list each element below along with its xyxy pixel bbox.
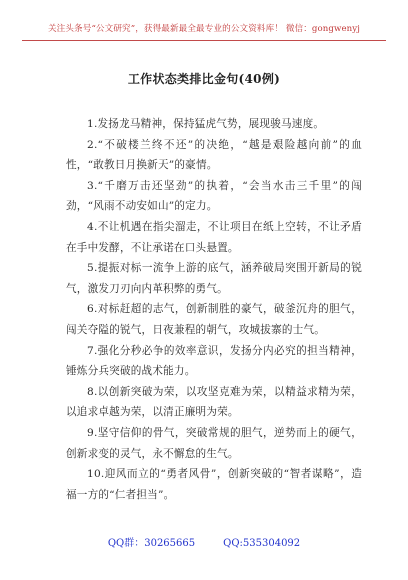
document-body — [66, 114, 362, 505]
paragraph-6: 6.对标赶超的志气，创新制胜的豪气，破釜沉舟的胆气，闯关夺隘的锐气，日夜兼程的朝气，攻城拔寨的士气。 — [66, 303, 362, 336]
paragraph-4: 4.不让机遇在指尖溜走，不让项目在纸上空转，不让矛盾在手中发酵，不让承诺在口头悬置。 — [66, 220, 362, 254]
footer-qq-group: QQ群：30265665 — [107, 538, 196, 549]
footer-contact — [0, 534, 408, 549]
paragraph-10: 10.迎风而立的“勇者风骨”，创新突破的“智者谋略”，造福一方的“仁者担当”。 — [66, 468, 362, 501]
footer-qq: QQ:535304092 — [223, 538, 301, 549]
paragraph-5: 5.提振对标一流争上游的底气，涵养破局突围开新局的锐气，激发刀刃向内革积弊的勇气。 — [66, 262, 362, 295]
paragraph-3: 3.“千磨万击还坚劲”的执着，“会当水击三千里”的闯劲，“风雨不动安如山”的定力。 — [66, 179, 362, 213]
header-banner: 关注头条号“公文研究”，获得最新最全最专业的公文资料库！ 微信：gongwenyj — [47, 24, 361, 34]
paragraph-7: 7.强化分秒必争的效率意识，发扬分内必究的担当精神，锤炼分兵突破的战术能力。 — [66, 344, 362, 378]
paragraph-8: 8.以创新突破为荣，以攻坚克难为荣，以精益求精为荣，以追求卓越为荣，以清正廉明为荣。 — [66, 385, 362, 419]
paragraph-2: 2.“不破楼兰终不还”的决绝，“越是艰险越向前”的血性，“敢教日月换新天”的豪情。 — [66, 138, 362, 172]
document-title: 工作状态类排比金句(40例) — [127, 72, 281, 86]
paragraph-9: 9.坚守信仰的骨气，突破常规的胆气，逆势而上的硬气，创新求变的灵气，永不懈怠的生气。 — [66, 426, 362, 460]
header-divider — [22, 40, 386, 41]
paragraph-1: 1.发扬龙马精神，保持猛虎气势，展现骏马速度。 — [87, 118, 325, 130]
